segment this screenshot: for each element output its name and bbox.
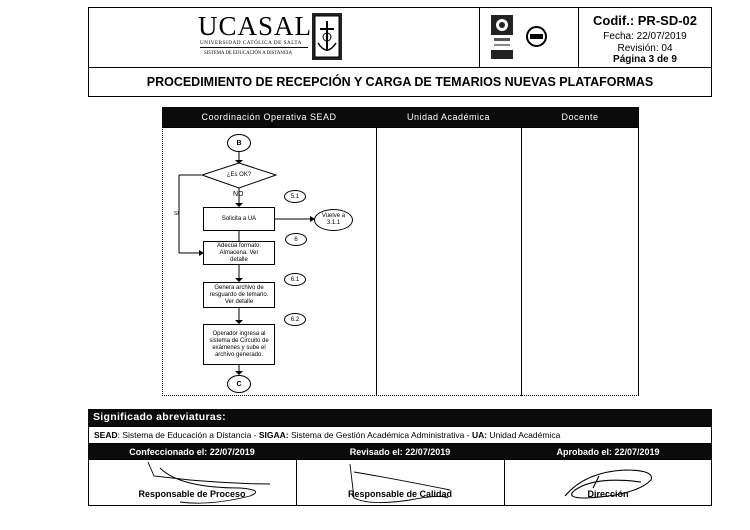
connector-c-label: C (236, 380, 242, 388)
step-6-2-text: Operador ingresa al sistema de Circuito de exámenes y sube el archivo generado. (209, 330, 269, 358)
connector-c (227, 375, 251, 393)
signer-direction: Dirección (587, 489, 629, 499)
made-date: Confeccionado el: 22/07/2019 (129, 446, 255, 457)
si-label: SI (174, 211, 179, 217)
logo-text: UCASAL (198, 11, 313, 41)
abbr-ua-key: UA: (471, 430, 488, 440)
step-6-number (285, 233, 307, 246)
signer-quality: Responsable de Calidad (347, 489, 453, 499)
connector-b (227, 134, 251, 152)
step-6-1-number-text: 6.1 (290, 276, 300, 283)
step-5-1-number (284, 190, 306, 203)
reviewed-date: Revisado el: 22/07/2019 (349, 446, 451, 457)
title-text: PROCEDIMIENTO DE RECEPCIÓN Y CARGA DE TEMARIOS NUEVAS PLATAFORMAS (146, 75, 654, 89)
step-6-number-text: 6 (294, 236, 298, 243)
abbreviations-title-bar (88, 409, 712, 426)
step-5-1-box (203, 207, 275, 231)
lane-title-coordination: Coordinación Operativa SEAD (201, 112, 337, 122)
step-6-box (203, 241, 275, 265)
step-6-1-text: Genera archivo de resguardo de temario. Ver detalle (209, 284, 269, 305)
step-6-1-number (284, 273, 306, 286)
no-label: NO (233, 191, 244, 198)
abbreviations-title: Significado abreviaturas: (93, 411, 226, 423)
abbr-ua-value: Unidad Académica (487, 430, 561, 440)
signer-process-owner: Responsable de Proceso (138, 489, 246, 499)
abbr-sigaa-value: Sistema de Gestión Académica Administrativa - (288, 430, 472, 440)
abbr-sigaa-key: SIGAA: (258, 430, 289, 440)
document-page: Página 3 de 9 (613, 54, 677, 65)
university-name: UNIVERSIDAD CATÓLICA DE SALTA (200, 40, 302, 46)
step-6-2-box (203, 324, 275, 365)
decision-label: ¿Es OK? (226, 172, 252, 178)
lane-title-unidad: Unidad Académica (406, 112, 491, 122)
return-connector (314, 209, 353, 231)
approved-date: Aprobado el: 22/07/2019 (556, 446, 660, 457)
document-revision: Revisión: 04 (617, 43, 673, 54)
document-code: Codif.: PR-SD-02 (593, 13, 697, 28)
step-6-2-number (284, 313, 306, 326)
lane-title-docente: Docente (561, 112, 599, 122)
connector-b-label: B (236, 139, 242, 147)
abbr-sead-key: SEAD (94, 430, 118, 440)
step-6-2-number-text: 6.2 (290, 316, 300, 323)
abbr-sead-value: : Sistema de Educación a Distancia - (117, 430, 259, 440)
system-name: SISTEMA DE EDUCACIÓN A DISTANCIA (204, 51, 293, 56)
step-6-1-box (203, 282, 275, 308)
abbreviations-body (88, 426, 712, 444)
step-5-1-number-text: 5.1 (290, 193, 300, 200)
step-5-1-text: Solicita a UA (221, 215, 257, 222)
return-connector-text: Vuelve a 3.1.1 (321, 213, 346, 226)
step-6-text: Adecúa formato. Almacena. Ver detalle (216, 242, 262, 263)
document-date: Fecha: 22/07/2019 (603, 31, 687, 42)
